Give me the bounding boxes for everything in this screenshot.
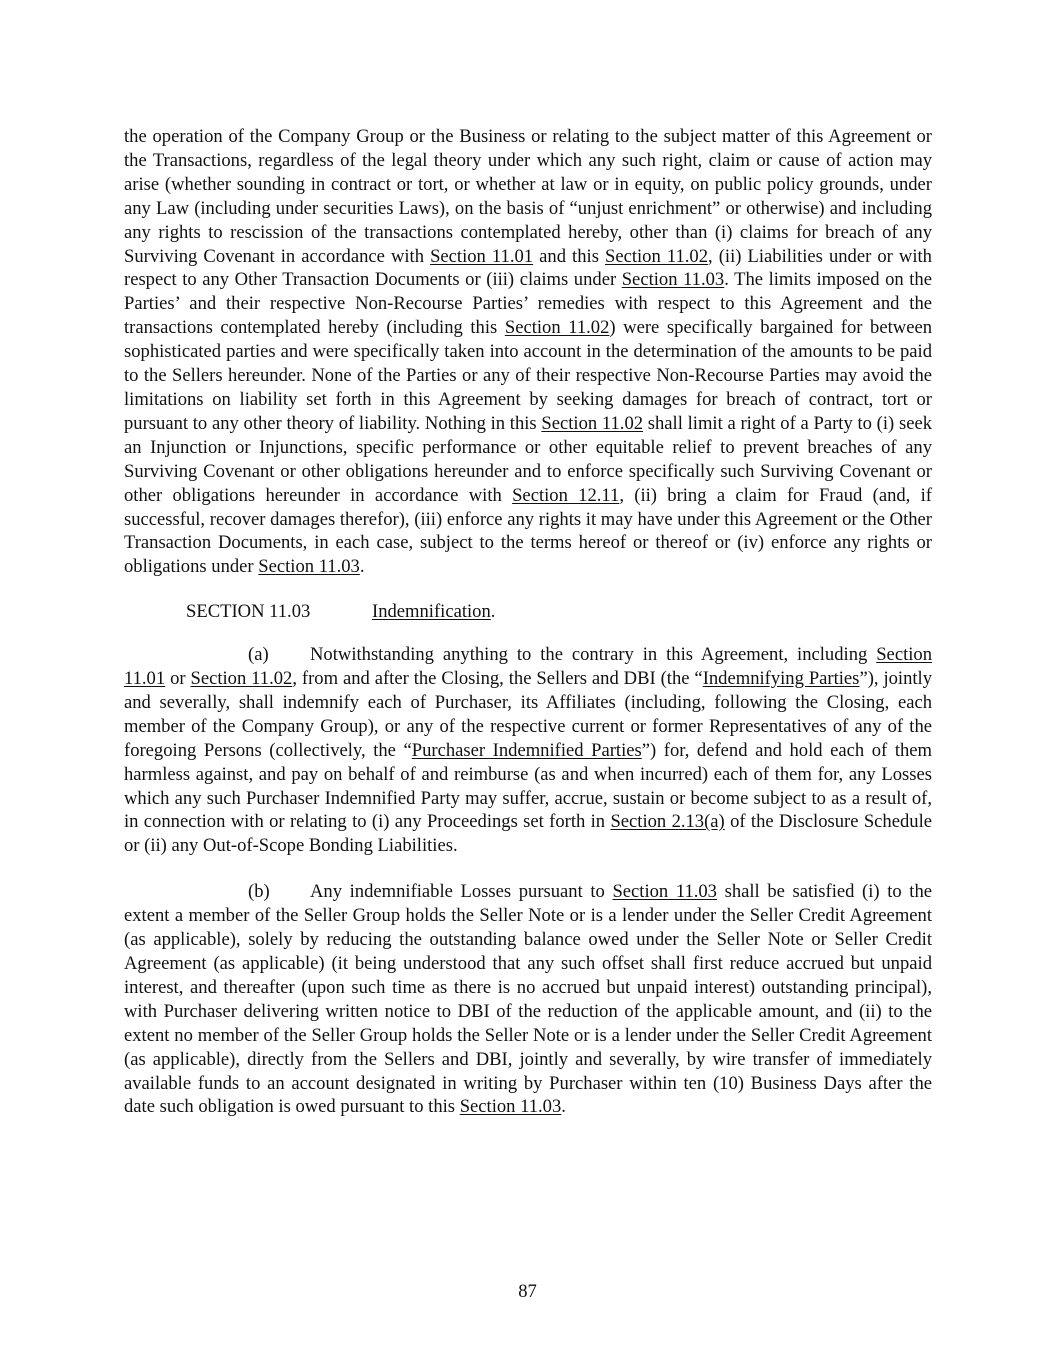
section-reference: Section 2.13(a): [610, 811, 725, 833]
document-page: [124, 125, 932, 1141]
section-title: Indemnification: [372, 601, 491, 623]
subsection-b: (b) Any indemnifiable Losses pursuant to Section 11.03 shall be satisfied (i) to the extent a member of the Seller Group holds the Seller Note or is a lender under the Seller Credit Agreement (as applicable), solely by reducing the outstanding balance owed under the Seller Note or Seller Credit Agreement (as applicable) (it being understood that any such offset shall first reduce accrued but unpaid interest, and thereafter (upon such time as there is no accrued but unpaid interest) outstanding principal), with Purchaser delivering written notice to DBI of the reduction of the applicable amount, and (ii) to the extent no member of the Seller Group holds the Seller Note or is a lender under the Seller Credit Agreement (as applicable), directly from the Sellers and DBI, jointly and severally, by wire transfer of immediately available funds to an account designated in writing by Purchaser within ten (10) Business Days after the date such obligation is owed pursuant to this Section 11.03.: [124, 881, 932, 1118]
subsection-a: (a) Notwithstanding anything to the contrary in this Agreement, including Section 11.01 or Section 11.02, from and after the Closing, the Sellers and DBI (the “Indemnifying Parties”), jointly and severally, shall indemnify each of Purchaser, its Affiliates (including, following the Closing, each member of the Company Group), or any of the respective current or former Representatives of any of the foregoing Persons (collectively, the “Purchaser Indemnified Parties”) for, defend and hold each of them harmless against, and pay on behalf of and reimburse (as and when incurred) each of them for, any Losses which any such Purchaser Indemnified Party may suffer, accrue, sustain or become subject to as a result of, in connection with or relating to (i) any Proceedings set forth in Section 2.13(a) of the Disclosure Schedule or (ii) any Out-of-Scope Bonding Liabilities.: [124, 644, 933, 857]
section-reference: Section 11.02: [504, 317, 610, 339]
page-number: 87: [518, 1281, 537, 1302]
section-reference: Section 11.02: [605, 245, 708, 267]
section-reference: Section 11.01: [124, 644, 932, 690]
section-reference: Section 11.02: [190, 668, 293, 690]
defined-term: Indemnifying Parties: [702, 668, 860, 690]
section-reference: Section 11.03: [621, 269, 725, 291]
section-reference: Section 11.03: [459, 1096, 562, 1118]
section-reference: Section 12.11: [512, 484, 620, 506]
section-heading: SECTION 11.03 Indemnification.: [186, 601, 496, 623]
section-reference: Section 11.01: [430, 245, 534, 267]
section-reference: Section 11.03: [612, 881, 717, 903]
body-paragraph: the operation of the Company Group or the Business or relating to the subject matter of this Agreement or the Transactions, regardless of the legal theory under which any such right, claim or cause of action may arise (whether sounding in contract or tort, or whether at law or in equity, on public policy grounds, under any Law (including under securities Laws), on the basis of “unjust enrichment” or otherwise) and including any rights to rescission of the transactions contemplated hereby, other than (i) claims for breach of any Surviving Covenant in accordance with Section 11.01 and this Section 11.02, (ii) Liabilities under or with respect to any Other Transaction Documents or (iii) claims under Section 11.03. The limits imposed on the Parties’ and their respective Non-Recourse Parties’ remedies with respect to this Agreement and the transactions contemplated hereby (including this Section 11.02) were specifically bargained for between sophisticated parties and were specifically taken into account in the determination of the amounts to be paid to the Sellers hereunder. None of the Parties or any of their respective Non-Recourse Parties may avoid the limitations on liability set forth in this Agreement by seeking damages for breach of contract, tort or pursuant to any other theory of liability. Nothing in this Section 11.02 shall limit a right of a Party to (i) seek an Injunction or Injunctions, specific performance or other equitable relief to prevent breaches of any Surviving Covenant or other obligations hereunder and to enforce specifically such Surviving Covenant or other obligations hereunder in accordance with Section 12.11, (ii) bring a claim for Fraud (and, if successful, recover damages therefor), (iii) enforce any rights it may have under this Agreement or the Other Transaction Documents, in each case, subject to the terms hereof or thereof or (iv) enforce any rights or obligations under Section 11.03.: [124, 126, 932, 578]
section-reference: Section 11.02: [541, 412, 644, 434]
defined-term: Purchaser Indemnified Parties: [411, 739, 642, 761]
section-reference: Section 11.03: [258, 556, 360, 578]
section-number: SECTION 11.03: [186, 601, 311, 623]
subsection-label: (b): [248, 881, 270, 903]
subsection-label: (a): [248, 644, 269, 666]
